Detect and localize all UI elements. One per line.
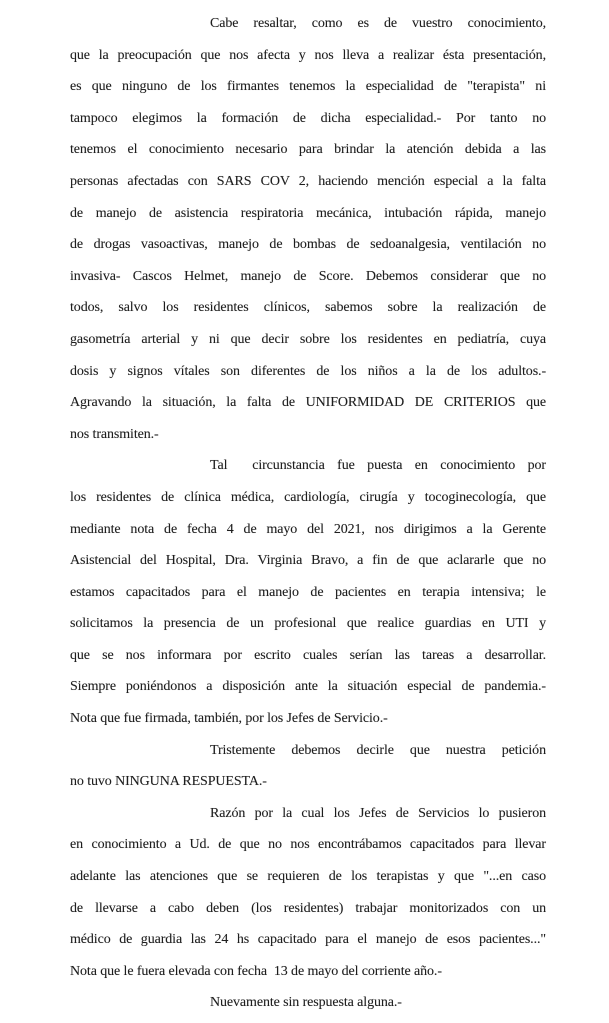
text-line: que se nos informara por escrito cuales serían las tareas a desarrollar. [70,647,546,663]
text-line: los residentes de clínica médica, cardiología, cirugía y tocoginecología, que [70,489,546,505]
text-line: es que ninguno de los firmantes tenemos la especialidad de "terapista" ni [70,79,546,95]
text-line: de drogas vasoactivas, manejo de bombas de sedoanalgesia, ventilación no [70,237,546,253]
text-line: nos transmiten.- [70,426,159,442]
text-line: Nuevamente sin respuesta alguna.- [210,995,402,1011]
text-line: Asistencial del Hospital, Dra. Virginia Bravo, a fin de que aclararle que no [70,553,546,569]
text-line: personas afectadas con SARS COV 2, haciendo mención especial a la falta [70,173,546,189]
text-line: solicitamos la presencia de un profesional que realice guardias en UTI y [70,616,546,632]
text-line: Nota que fue firmada, también, por los Jefes de Servicio.- [70,711,388,727]
text-line: dosis y signos vítales son diferentes de los niños a la de los adultos.- [70,363,546,379]
text-line: Agravando la situación, la falta de UNIFORMIDAD DE CRITERIOS que [70,395,546,411]
text-line: tampoco elegimos la formación de dicha especialidad.- Por tanto no [70,110,546,126]
text-line: no tuvo NINGUNA RESPUESTA.- [70,774,267,790]
text-line: invasiva- Cascos Helmet, manejo de Score. Debemos considerar que no [70,268,546,284]
text-line: médico de guardia las 24 hs capacitado para el manejo de esos pacientes..." [70,932,546,948]
text-line: mediante nota de fecha 4 de mayo del 2021, nos dirigimos a la Gerente [70,521,546,537]
text-line: Siempre poniéndonos a disposición ante la situación especial de pandemia.- [70,679,546,695]
text-line: Tal circunstancia fue puesta en conocimiento por [210,458,546,474]
paragraph-1 [70,8,546,450]
paragraph-4 [70,798,546,988]
text-line: todos, salvo los residentes clínicos, sabemos sobre la realización de [70,300,546,316]
text-line: Tristemente debemos decirle que nuestra petición [210,742,546,758]
text-line: tenemos el conocimiento necesario para brindar la atención debida a las [70,142,546,158]
text-line: de manejo de asistencia respiratoria mecánica, intubación rápida, manejo [70,205,546,221]
text-line: en conocimiento a Ud. de que no nos encontrábamos capacitados para llevar [70,837,546,853]
paragraph-5 [70,987,546,1019]
paragraph-2 [70,450,546,734]
text-line: estamos capacitados para el manejo de pacientes en terapia intensiva; le [70,584,546,600]
text-line: Nota que le fuera elevada con fecha 13 de mayo del corriente año.- [70,963,442,979]
text-line: Cabe resaltar, como es de vuestro conocimiento, [210,16,546,31]
paragraph-3 [70,735,546,798]
text-line: de llevarse a cabo deben (los residentes) trabajar monitorizados con un [70,900,546,916]
text-line: Razón por la cual los Jefes de Servicios lo pusieron [210,805,546,821]
text-line: adelante las atenciones que se requieren de los terapistas y que "...en caso [70,869,546,885]
text-line: gasometría arterial y ni que decir sobre los residentes en pediatría, cuya [70,331,546,347]
text-line: que la preocupación que nos afecta y nos lleva a realizar ésta presentación, [70,47,546,63]
